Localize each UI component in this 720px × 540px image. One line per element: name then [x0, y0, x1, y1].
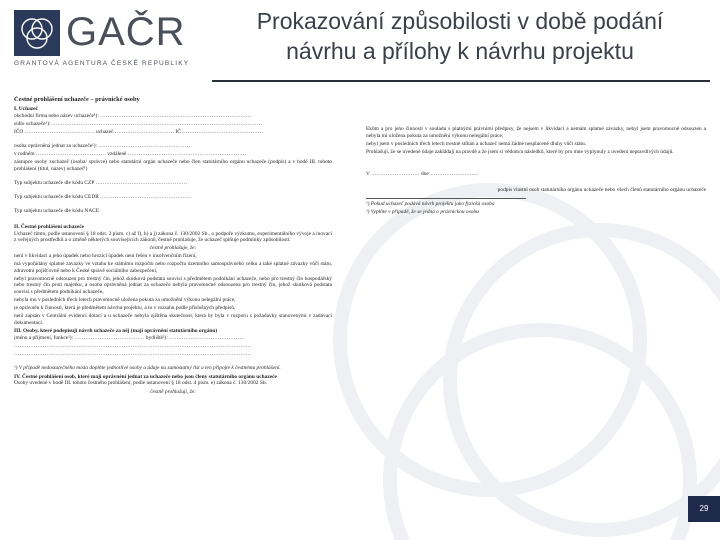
doc-line: Typ subjektu uchazeče dle kódu NACE — [14, 207, 100, 214]
doc-line: …………………………………………………………………………………………………………………… — [14, 343, 252, 350]
declaration-heading: Čestné prohlášení uchazeče – právnické osoby — [14, 96, 140, 103]
doc-line: …………………………………………………………………………………………………………………… — [14, 351, 252, 358]
gacr-emblem-icon — [14, 10, 60, 56]
doc-paragraph: Prohlašuji, že se uvedené údaje zakládají na pravdě a že jsem si vědom/a následků, které by pro mne vyplynuly z uvedení nepravdivých údajů. — [366, 148, 674, 155]
page-number: 29 — [688, 496, 720, 522]
doc-bullet: Ekům a pro jeho činnosti v souladu s platnými právními předpisy, že nejsem v likvidaci a nemám splatné závazky, nebyl jsem pravomocně odsouzen a nebyla mi uložena pokuta za umožnění výkonu nelegální práce; — [366, 126, 706, 139]
title-line-2: návrhu a přílohy k návrhu projektu — [286, 38, 634, 64]
doc-paragraph: Uchazeč tímto, podle ustanovení § 18 odst. 2 písm. c) až f), h) a j) zákona č. 130/2002 Sb., o podpoře výzkumu, experimentálního vývoje a inovací z veřejných prostředků a o změně některých souvisejících zákonů, čestně prohlašuje, že uchazeč splňuje podmínky způsobilosti: — [14, 230, 332, 244]
doc-bullet: není zapsán v Centrální evidenci dotací a u uchazeče nebyla zjištěna skutečnost, která by byla v rozporu s požadavky stanovenými v zadávací dokumentaci. — [14, 313, 332, 326]
declaration-document-right — [366, 126, 706, 246]
title-line-1: Prokazování způsobilosti v době podání — [256, 8, 664, 34]
doc-bullet: má vypořádány splatné závazky ve vztahu ke státnímu rozpočtu nebo rozpočtu územního samosprávného celku a také splatné závazky vůči státu, zdravotní pojišťovně nebo k České správě sociálního zabezpečení, — [14, 261, 332, 274]
section-signatories: III. Osoby, které podepisují návrh uchazeče za něj (mají oprávnění statutárního orgánu) — [14, 328, 218, 335]
section-persons-declaration: IV. Čestné prohlášení osob, které mají oprávnění jednat za uchazeče nebo jsou členy statutárního orgánu uchazeče — [14, 373, 277, 380]
page-title — [205, 6, 715, 66]
footnote-divider — [366, 198, 526, 199]
gacr-logo — [14, 8, 190, 70]
doc-line: obchodní firma nebo název uchazeče¹): ………………………………………………………………………… — [14, 112, 252, 119]
doc-bullet: nebyl jsem v posledních třech letech trestně stíhán a uchazeč nemá žádné nesplacené dluhy vůči státu. — [366, 140, 587, 147]
doc-centered-line: čestně prohlašuji, že: — [150, 388, 196, 395]
title-underline — [212, 80, 710, 82]
logo-subline: GRANTOVÁ AGENTURA ČESKÉ REPUBLIKY — [14, 60, 190, 67]
signature-place-date: V ……………………… dne ……………………… — [366, 170, 479, 177]
signature-caption: podpis vlastní osob statutárního orgánu uchazeče nebo všech členů statutárního orgánu uchazeče — [497, 186, 706, 193]
doc-line: Typ subjektu uchazeče dle kódu CZP …………………………………………… — [14, 179, 188, 186]
doc-footnote: ¹) V případě nedostatečného místa doplňte jednotlivé osoby a údaje na samostatný list a ten připojte k čestnému prohlášení. — [14, 365, 281, 372]
doc-line: jméno a příjmení, funkce¹): ………………………………… bydliště¹): …………………………………… — [14, 334, 245, 341]
doc-bullet: není v likvidaci a jeho úpadek nebo hrozící úpadek není řešen v insolvenčním řízení, — [14, 252, 197, 259]
doc-centered-line: čestně prohlašuje, že: — [149, 245, 197, 252]
doc-line: Typ subjektu uchazeče dle kódu CEDR …………………………………………… — [14, 193, 192, 200]
doc-line: osoba oprávněná jednat za uchazeče¹): …………………………………………… — [14, 142, 191, 149]
section-declaration: II. Čestné prohlášení uchazeče — [14, 224, 84, 231]
declaration-document-left — [14, 96, 332, 536]
doc-bullet: je oprávněn k činnosti, která je předmětem návrhu projektu, a to v rozsahu podle příslušných předpisů, — [14, 305, 236, 312]
doc-line: Osoby uvedené v bodě III. tohoto čestného prohlášení, podle ustanovení § 18 odst. 4 písm. e) zákona č. 130/2002 Sb. — [14, 380, 267, 387]
doc-line: zástupce osoby zuchazeč (osoba/ správce) nebo statutární orgán uchazeče nebo člen statutárního orgánu uchazeče (podpis) a v bodě III. tohoto prohlášení (titul, název) uchazeč¹) — [14, 159, 332, 172]
logo-wordmark: GAČR — [66, 10, 186, 54]
doc-bullet: nebyla mu v posledních třech letech pravomocně uložena pokuta za umožnění výkonu nelegální práce, — [14, 296, 236, 303]
doc-line: v rodném ………………………………… vzdáleně ………………………………………………………… — [14, 150, 247, 157]
doc-line: IČO ………………………………… uchazeč …………………………… IČ ……………………………………… — [14, 128, 264, 135]
section-applicant: I. Uchazeč — [14, 106, 38, 112]
doc-footnote: ²) Vyplňte v případě, že se jedná o právnickou osobu — [366, 208, 479, 215]
doc-bullet: nebyl pravomocně odsouzen pro trestný čin, jehož skutková podstata souvisí s předmětem podnikání uchazeče, nebo pro trestný čin hospodářský nebo trestný čin proti majetku, a osoba oprávněná jednat za uchazeče nebyla pravomocně odsouzena pro trestný čin, jehož skutková podstata souvisí s předmětem podnikání uchazeče, — [14, 275, 332, 295]
doc-footnote: ¹) Pokud uchazeč podává návrh projektu jako fyzická osoba — [366, 200, 495, 207]
doc-line: sídlo uchazeče¹): ……………………………………………………………………………………………………… — [14, 120, 263, 127]
